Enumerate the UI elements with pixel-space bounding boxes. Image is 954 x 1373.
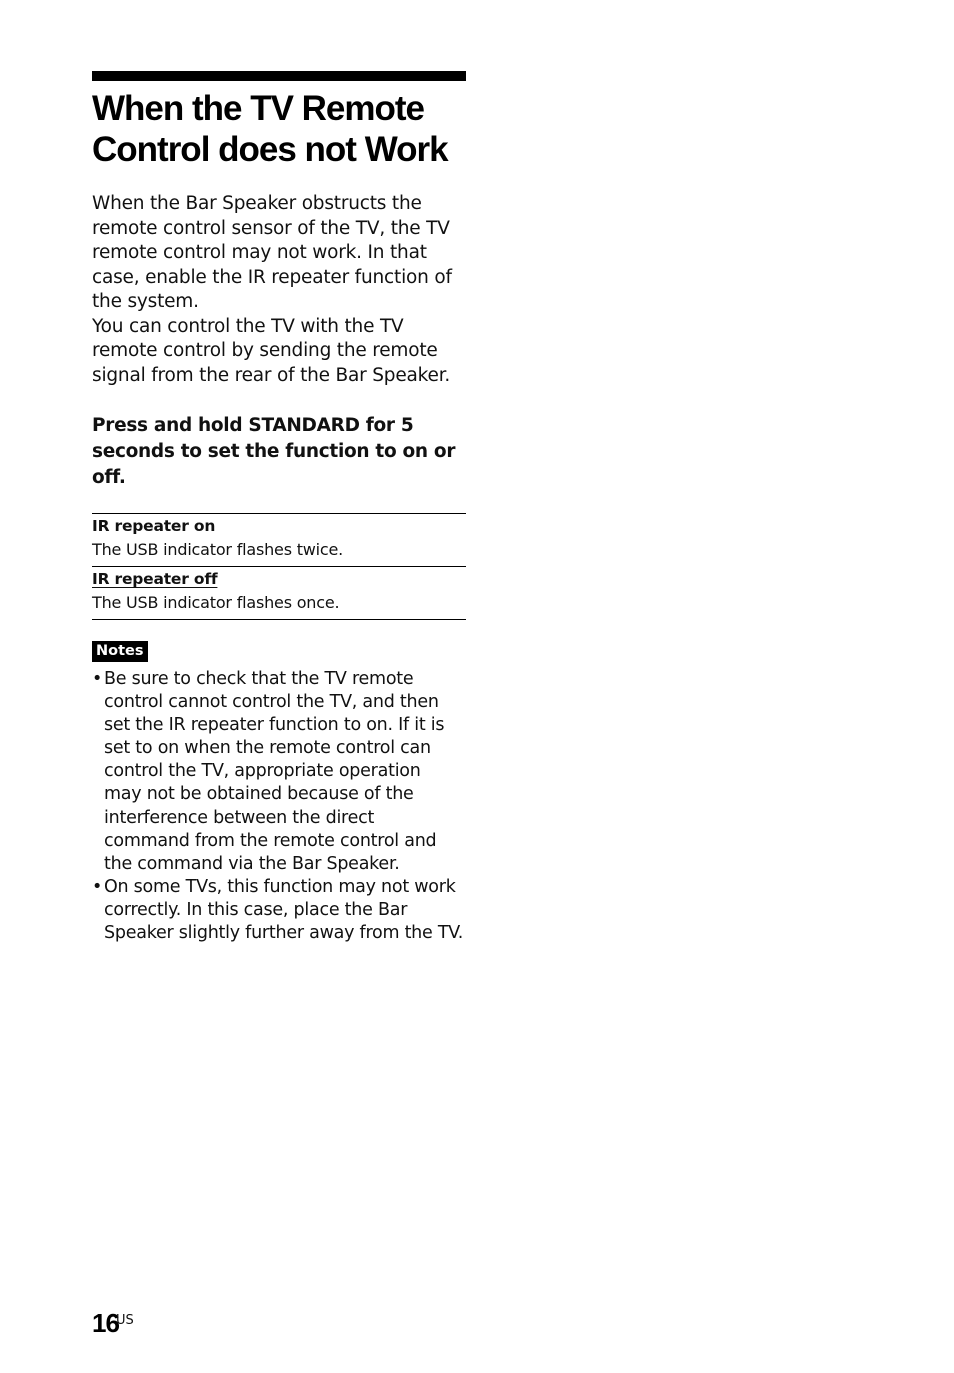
note-line: Be sure to check that the TV remote <box>104 669 414 689</box>
page-region-suffix: US <box>116 1313 134 1328</box>
step-instruction <box>92 413 472 491</box>
option-label-ir-on: IR repeater on <box>92 517 216 535</box>
note-line: may not be obtained because of the <box>104 784 414 805</box>
option-description-ir-on: The USB indicator flashes twice. <box>92 540 344 559</box>
option-divider <box>92 513 466 514</box>
option-divider <box>92 566 466 567</box>
step-line: Press and hold STANDARD for 5 <box>92 415 414 436</box>
step-line: off. <box>92 467 126 488</box>
note-line: On some TVs, this function may not work <box>104 876 456 897</box>
notes-badge: Notes <box>92 641 148 662</box>
option-label-ir-off: IR repeater off <box>92 570 218 588</box>
note-line: set the IR repeater function to on. If it is <box>104 715 445 736</box>
option-description-ir-off: The USB indicator flashes once. <box>92 593 340 612</box>
bullet-icon: • <box>92 876 103 897</box>
note-line: interference between the direct <box>104 807 375 828</box>
intro-line: You can control the TV with the TV <box>92 315 404 337</box>
intro-line: case, enable the IR repeater function of <box>92 266 452 288</box>
step-line: seconds to set the function to on or <box>92 441 456 462</box>
notes-list <box>92 668 482 945</box>
note-line: set to on when the remote control can <box>104 738 431 759</box>
intro-line: the system. <box>92 291 199 312</box>
note-item <box>92 876 482 945</box>
note-line: command from the remote control and <box>104 830 437 851</box>
title-top-rule <box>92 71 466 81</box>
note-line: control the TV, appropriate operation <box>104 761 421 782</box>
note-line: Speaker slightly further away from the TV. <box>104 923 464 944</box>
option-divider <box>92 619 466 620</box>
intro-line: When the Bar Speaker obstructs the <box>92 193 422 214</box>
page-title <box>92 88 512 170</box>
page-title-line-2: Control does not Work <box>92 130 448 169</box>
intro-line: remote control sensor of the TV, the TV <box>92 217 450 239</box>
page-title-line-1: When the TV Remote <box>92 89 425 128</box>
bullet-icon: • <box>92 669 103 689</box>
note-line: control cannot control the TV, and then <box>104 692 439 713</box>
intro-line: remote control by sending the remote <box>92 340 438 361</box>
intro-line: signal from the rear of the Bar Speaker. <box>92 364 451 386</box>
note-item <box>92 668 482 876</box>
intro-line: remote control may not work. In that <box>92 242 427 263</box>
note-line: the command via the Bar Speaker. <box>104 853 400 874</box>
intro-paragraph <box>92 192 472 388</box>
page-number: 16 <box>92 1308 119 1338</box>
note-line: correctly. In this case, place the Bar <box>104 899 408 920</box>
